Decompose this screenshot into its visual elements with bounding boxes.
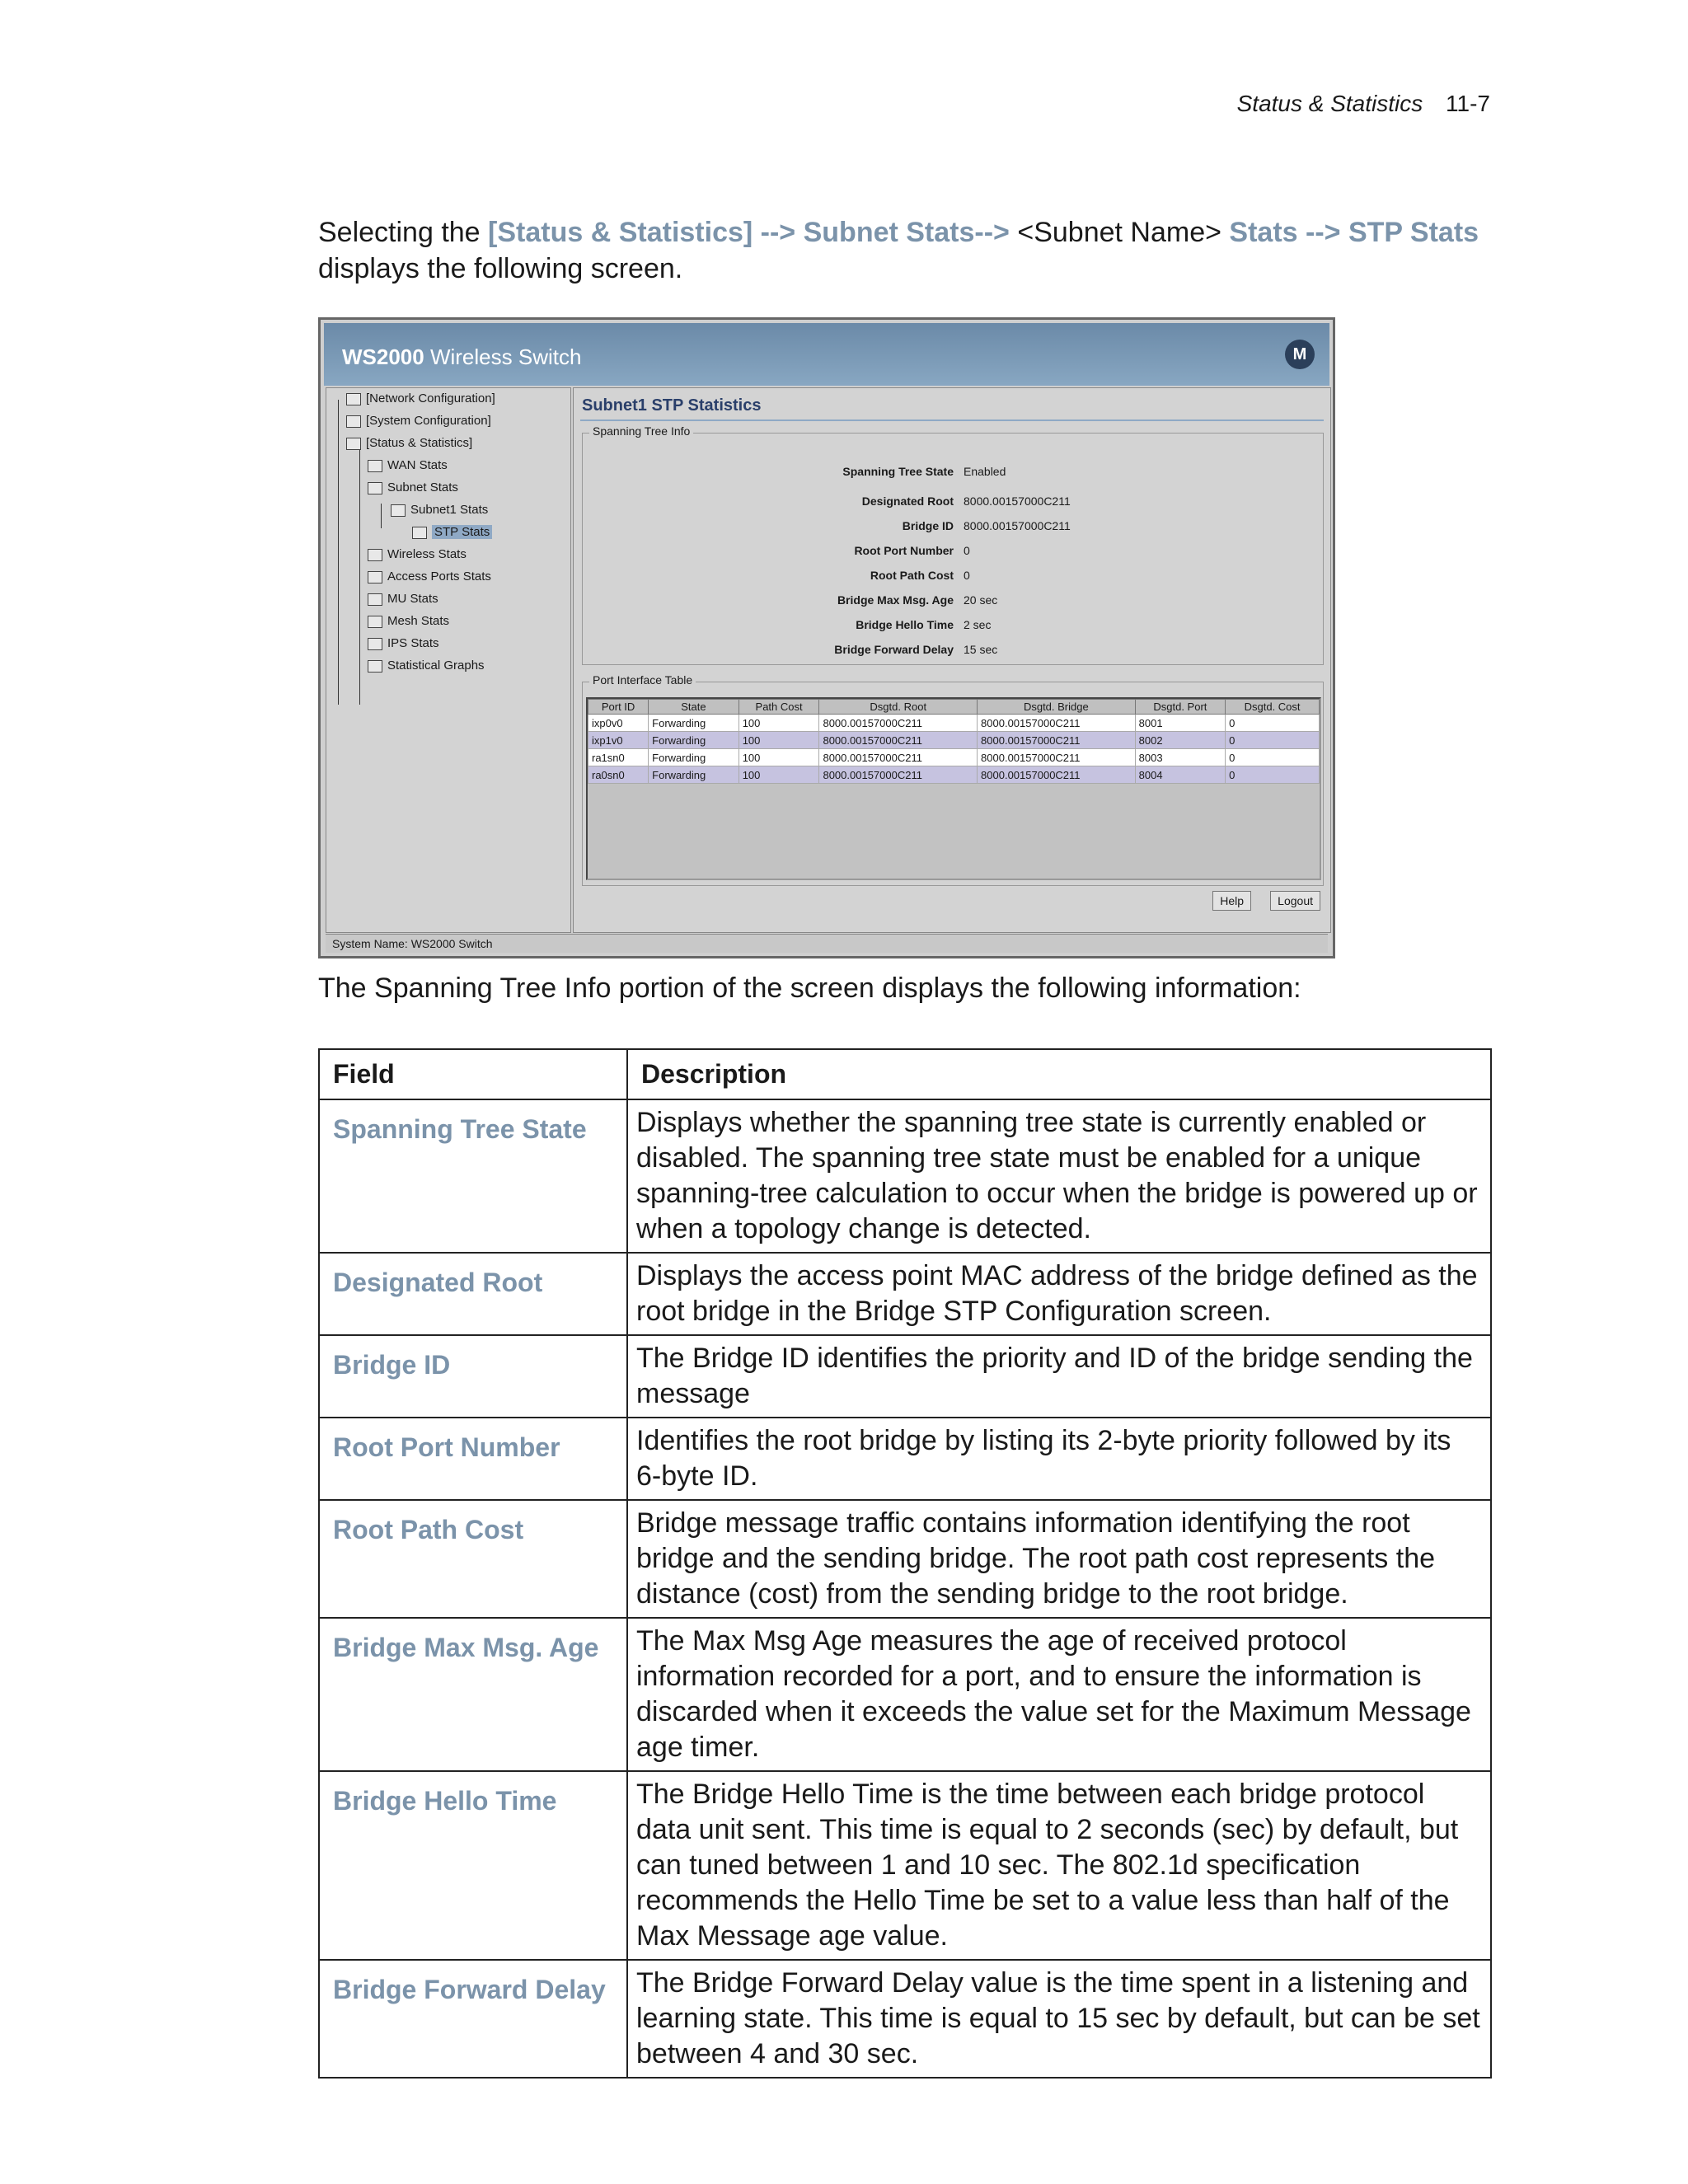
intro-text-2: <Subnet Name>	[1009, 217, 1230, 248]
folder-icon	[368, 593, 382, 606]
page-header	[1237, 91, 1490, 117]
col-header[interactable]: Path Cost	[738, 700, 819, 715]
motorola-logo-icon: M	[1285, 340, 1315, 369]
tree-item-wan-stats[interactable]: WAN Stats	[368, 458, 448, 472]
folder-icon	[368, 549, 382, 561]
field-description: Bridge message traffic contains information identifying the root bridge and the sending bridge. The root path cost represents the distance (cost) from the sending bridge to the root bridge.	[627, 1500, 1491, 1618]
lead-text: The Spanning Tree Info portion of the screen displays the following information:	[318, 972, 1301, 1004]
section-title: Status & Statistics	[1236, 91, 1423, 116]
col-header[interactable]: State	[649, 700, 739, 715]
intro-path-1: [Status & Statistics] --> Subnet Stats-->	[488, 217, 1010, 248]
col-header[interactable]: Port ID	[588, 700, 649, 715]
group-label-port: Port Interface Table	[589, 673, 696, 687]
info-row: Bridge Forward Delay 15 sec	[834, 643, 998, 656]
info-row: Spanning Tree State Enabled	[842, 465, 1006, 478]
intro-path-2: Stats --> STP Stats	[1229, 217, 1479, 248]
tree-item-statistical-graphs[interactable]: Statistical Graphs	[368, 658, 485, 673]
table-row[interactable]: ixp0v0 Forwarding 100 8000.00157000C211 8000.00157000C211 8001 0	[588, 715, 1320, 732]
field-name: Root Port Number	[319, 1418, 627, 1500]
status-bar: System Name: WS2000 Switch	[326, 934, 1328, 953]
port-table-scroll[interactable]	[586, 697, 1321, 880]
tree-item-wireless-stats[interactable]: Wireless Stats	[368, 547, 467, 561]
mesh-icon	[368, 616, 382, 628]
field-description: Identifies the root bridge by listing its 2-byte priority followed by its 6-byte ID.	[627, 1418, 1491, 1500]
tree-item-ips-stats[interactable]: IPS Stats	[368, 636, 439, 650]
col-header-description: Description	[627, 1049, 1491, 1099]
folder-icon	[368, 660, 382, 673]
tree-item-network-config[interactable]: [Network Configuration]	[346, 391, 495, 405]
folder-icon	[391, 504, 406, 517]
main-panel	[573, 387, 1331, 933]
wrench-icon	[346, 393, 361, 405]
table-header-row	[319, 1049, 1491, 1099]
field-description: The Max Msg Age measures the age of received protocol information recorded for a port, and to ensure the information is discarded when it exceeds the value set for the Maximum Message age timer.	[627, 1618, 1491, 1771]
page-icon	[412, 527, 427, 539]
tree-item-mesh-stats[interactable]: Mesh Stats	[368, 614, 449, 628]
info-row: Designated Root 8000.00157000C211	[861, 494, 1071, 508]
tree-item-mu-stats[interactable]: MU Stats	[368, 592, 438, 606]
folder-icon	[368, 571, 382, 583]
col-header[interactable]: Dsgtd. Bridge	[978, 700, 1136, 715]
field-name: Bridge Hello Time	[319, 1771, 627, 1960]
field-description: The Bridge ID identifies the priority and ID of the bridge sending the message	[627, 1335, 1491, 1418]
intro-paragraph	[318, 214, 1497, 287]
logout-button[interactable]: Logout	[1270, 891, 1320, 911]
tree-item-subnet1-stats[interactable]: Subnet1 Stats	[391, 503, 488, 517]
help-button[interactable]: Help	[1212, 891, 1251, 911]
nav-tree	[326, 387, 571, 933]
intro-text-1: Selecting the	[318, 217, 489, 248]
field-name: Bridge Max Msg. Age	[319, 1618, 627, 1771]
page-number: 11-7	[1446, 91, 1490, 116]
app-titlebar	[324, 323, 1329, 386]
tree-item-subnet-stats[interactable]: Subnet Stats	[368, 480, 458, 494]
field-description-table	[318, 1048, 1492, 2079]
folder-icon	[368, 482, 382, 494]
table-row	[319, 1960, 1491, 2078]
tree-item-system-config[interactable]: [System Configuration]	[346, 414, 491, 428]
folder-icon	[368, 638, 382, 650]
table-row[interactable]: ra0sn0 Forwarding 100 8000.00157000C211 8000.00157000C211 8004 0	[588, 766, 1320, 784]
field-name: Bridge ID	[319, 1335, 627, 1418]
port-table-header	[588, 700, 1320, 715]
spanning-tree-info-group	[582, 424, 1324, 665]
col-header[interactable]: Dsgtd. Root	[819, 700, 978, 715]
info-row: Bridge Max Msg. Age 20 sec	[837, 593, 998, 607]
tree-item-stp-stats[interactable]: STP Stats	[412, 525, 492, 539]
info-row: Bridge ID 8000.00157000C211	[902, 519, 1071, 532]
col-header[interactable]: Dsgtd. Port	[1135, 700, 1226, 715]
ws2000-screenshot	[318, 317, 1335, 958]
app-title	[342, 344, 581, 370]
port-interface-group	[582, 673, 1324, 886]
col-header[interactable]: Dsgtd. Cost	[1226, 700, 1320, 715]
table-row	[319, 1418, 1491, 1500]
page-title: Subnet1 STP Statistics	[582, 396, 762, 415]
wrench-icon	[346, 415, 361, 428]
table-row	[319, 1500, 1491, 1618]
field-name: Designated Root	[319, 1253, 627, 1335]
folder-icon	[368, 460, 382, 472]
table-row	[319, 1099, 1491, 1253]
field-name: Bridge Forward Delay	[319, 1960, 627, 2078]
table-row[interactable]: ra1sn0 Forwarding 100 8000.00157000C211 8000.00157000C211 8003 0	[588, 749, 1320, 766]
field-name: Spanning Tree State	[319, 1099, 627, 1253]
tree-item-status-stats[interactable]: [Status & Statistics]	[346, 436, 472, 450]
col-header-field: Field	[319, 1049, 627, 1099]
table-row	[319, 1771, 1491, 1960]
table-row	[319, 1335, 1491, 1418]
app-title-rest: Wireless Switch	[424, 344, 582, 369]
tree-item-access-ports-stats[interactable]: Access Ports Stats	[368, 569, 491, 583]
port-table	[588, 699, 1320, 784]
field-description: The Bridge Hello Time is the time between each bridge protocol data unit sent. This time is equal to 2 seconds (sec) by default, but can tuned between 1 and 10 sec. The 802.1d specification recommends the Hello Time be set to a value less than half of the Max Message age value.	[627, 1771, 1491, 1960]
field-description: Displays whether the spanning tree state is currently enabled or disabled. The spanning tree state must be enabled for a unique spanning-tree calculation to occur when the bridge is powered up or when a topology change is detected.	[627, 1099, 1491, 1253]
table-row	[319, 1618, 1491, 1771]
info-row: Root Port Number 0	[854, 544, 970, 557]
intro-text-3: displays the following screen.	[318, 253, 683, 284]
field-description: Displays the access point MAC address of the bridge defined as the root bridge in the Bridge STP Configuration screen.	[627, 1253, 1491, 1335]
app-title-bold: WS2000	[342, 344, 424, 369]
info-row: Bridge Hello Time 2 sec	[856, 618, 992, 631]
group-label-spanning: Spanning Tree Info	[589, 424, 693, 438]
folder-icon	[346, 438, 361, 450]
field-description: The Bridge Forward Delay value is the time spent in a listening and learning state. This time is equal to 15 sec by default, but can be set between 4 and 30 sec.	[627, 1960, 1491, 2078]
info-row: Root Path Cost 0	[870, 569, 970, 582]
table-row[interactable]: ixp1v0 Forwarding 100 8000.00157000C211 8000.00157000C211 8002 0	[588, 732, 1320, 749]
field-name: Root Path Cost	[319, 1500, 627, 1618]
table-row	[319, 1253, 1491, 1335]
